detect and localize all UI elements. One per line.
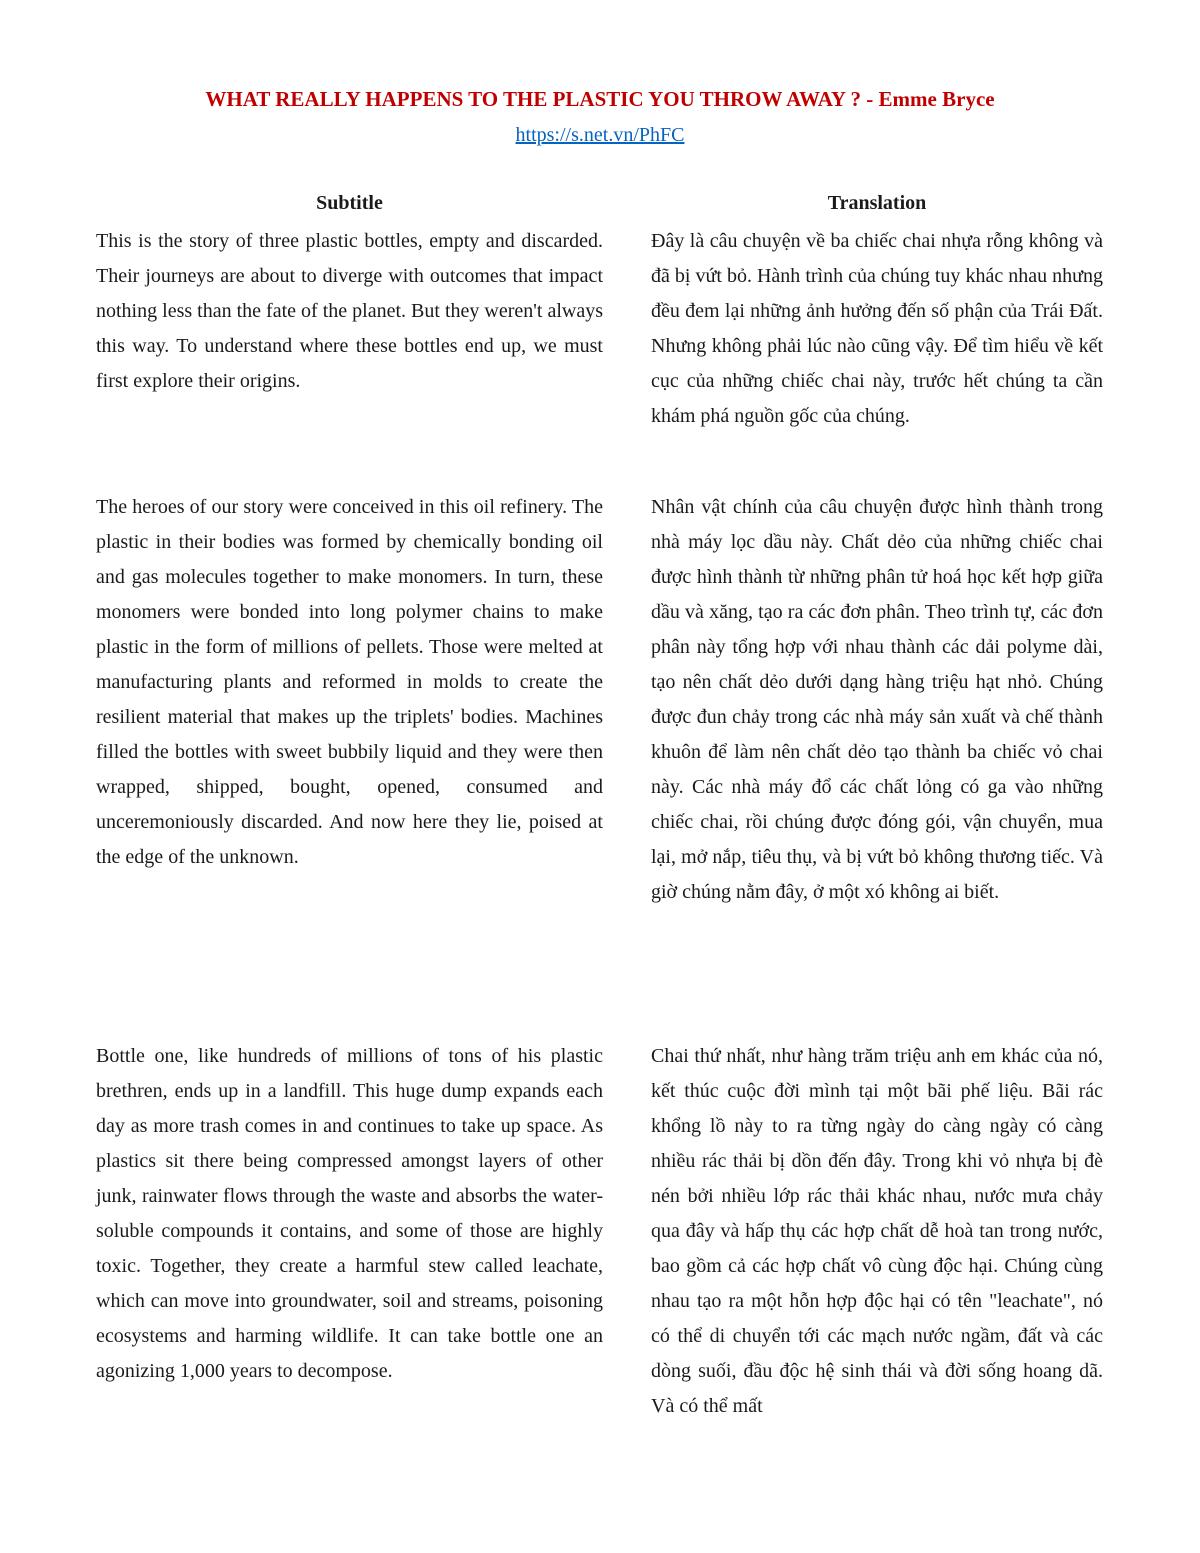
subtitle-paragraph: The heroes of our story were conceived in this oil refinery. The plastic in their bodies was formed by chemically bonding oil and gas molecules together to make monomers. In turn, these monomers were bonded into long polymer chains to make plastic in the form of millions of pellets. Those were melted at manufacturing plants and reformed in molds to create the resilient material that makes up the triplets' bodies. Machines filled the bottles with sweet bubbily liquid and they were then wrapped, shipped, bought, opened, consumed and unceremoniously discarded. And now here they lie, poised at the edge of the unknown. <box>96 496 603 868</box>
document-title: WHAT REALLY HAPPENS TO THE PLASTIC YOU THROW AWAY ? - Emme Bryce <box>205 87 995 111</box>
subtitle-column-header: Subtitle <box>316 192 383 214</box>
subtitle-paragraph: Bottle one, like hundreds of millions of tons of his plastic brethren, ends up in a landfill. This huge dump expands each day as more trash comes in and continues to take up space. As plastics sit there being compressed amongst layers of other junk, rainwater flows through the waste and absorbs the water-soluble compounds it contains, and some of those are highly toxic. Together, they create a harmful stew called leachate, which can move into groundwater, soil and streams, poisoning ecosystems and harming wildlife. It can take bottle one an agonizing 1,000 years to decompose. <box>96 1045 603 1382</box>
translation-column <box>651 188 1103 1417</box>
translation-paragraph: Nhân vật chính của câu chuyện được hình thành trong nhà máy lọc dầu này. Chất dẻo của những chiếc chai được hình thành từ những phân tử hoá học kết hợp giữa dầu và xăng, tạo ra các đơn phân. Theo trình tự, các đơn phân này tổng hợp với nhau thành các dải polyme dài, tạo nên chất dẻo dưới dạng hàng triệu hạt nhỏ. Chúng được đun chảy trong các nhà máy sản xuất và chế thành khuôn để làm nên chất dẻo tạo thành ba chiếc vỏ chai này. Các nhà máy đổ các chất lỏng có ga vào những chiếc chai, rồi chúng được đóng gói, vận chuyển, mua lại, mở nắp, tiêu thụ, và bị vứt bỏ không thương tiếc. Và giờ chúng nằm đây, ở một xó không ai biết. <box>651 496 1103 903</box>
translation-paragraph: Chai thứ nhất, như hàng trăm triệu anh em khác của nó, kết thúc cuộc đời mình tại một bãi phế liệu. Bãi rác khổng lồ này to ra từng ngày do càng ngày có càng nhiều rác thải bị dồn đến đây. Trong khi vỏ nhựa bị đè nén bởi nhiều lớp rác thải khác nhau, nước mưa chảy qua đây và hấp thụ các hợp chất dễ hoà tan trong nước, bao gồm cả các hợp chất vô cùng độc hại. Chúng cùng nhau tạo ra một hỗn hợp độc hại có tên "leachate", nó có thể di chuyển tới các mạch nước ngầm, đất và các dòng suối, đầu độc hệ sinh thái và đời sống hoang dã. Và có thể mất <box>651 1045 1103 1417</box>
translation-paragraph: Đây là câu chuyện về ba chiếc chai nhựa rỗng không và đã bị vứt bỏ. Hành trình của chúng tuy khác nhau nhưng đều đem lại những ảnh hưởng đến số phận của Trái Đất. Nhưng không phải lúc nào cũng vậy. Để tìm hiểu về kết cục của những chiếc chai này, trước hết chúng ta cần khám phá nguồn gốc của chúng. <box>651 230 1103 427</box>
translation-column-header: Translation <box>827 192 927 214</box>
source-link[interactable]: https://s.net.vn/PhFC <box>515 124 685 146</box>
subtitle-paragraph: This is the story of three plastic bottles, empty and discarded. Their journeys are about to diverge with outcomes that impact nothing less than the fate of the planet. But they weren't always this way. To understand where these bottles end up, we must first explore their origins. <box>96 230 603 392</box>
subtitle-column <box>96 188 603 1382</box>
source-link-container <box>0 120 1200 150</box>
